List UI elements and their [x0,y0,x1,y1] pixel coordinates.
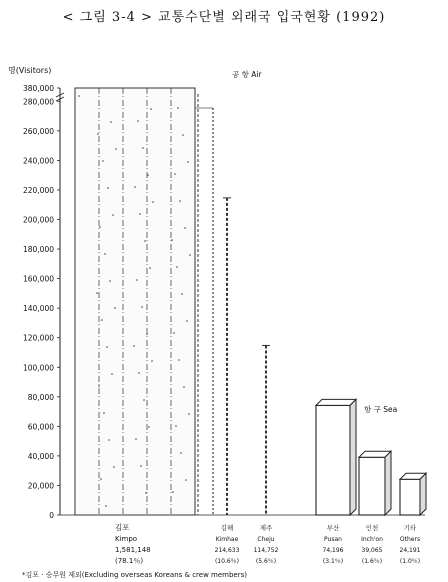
chart-title: < 그림 3-4 > 교통수단별 외래국 입국현황 (1992) [62,10,386,25]
bar-texture-dot [150,108,152,110]
y-tick-label: 180,000 [22,245,54,255]
bar-texture-dot [134,186,136,188]
bar-texture-dot [185,479,187,481]
share-label: (5.6％) [255,558,277,565]
bar-texture-dot [133,345,135,347]
group-label-air: 공 항 Air [232,70,262,79]
bar-texture-dot [175,425,177,427]
bar-texture-dot [179,200,181,202]
bar-texture-dot [152,201,154,203]
share-label: (3.1％) [322,558,344,565]
bar-texture-dot [137,120,139,122]
y-tick-label: 80,000 [27,392,54,402]
bar-texture-dot [141,306,143,308]
category-label-ko: 기타 [403,524,417,532]
value-label: 1,581,148 [115,546,151,554]
bar-texture-dot [184,227,186,229]
bar-texture-dot [181,293,183,295]
bar-texture-dot [136,279,138,281]
category-label-ko: 김포 [115,523,130,532]
y-tick-label: 280,000 [22,97,54,107]
value-label: 214,633 [214,547,240,554]
y-tick-label: 100,000 [22,363,54,373]
y-tick-label: 240,000 [22,156,54,166]
bar-texture-dot [178,359,180,361]
bar-texture-dot [102,160,104,162]
bar-texture-dot [99,226,101,228]
category-label-en: Kimpo [115,535,138,543]
value-label: 24,191 [399,547,421,554]
bar-texture-dot [149,267,151,269]
bar-texture-dot [151,360,153,362]
bar-texture-dot [104,253,106,255]
bar-texture-dot [98,385,100,387]
bar-3d-side [385,451,391,515]
bar-texture-dot [147,174,149,176]
y-tick-label: 60,000 [27,422,54,432]
group-label-sea: 항 구 Sea [364,405,398,414]
bar-texture-dot [177,107,179,109]
bar-3d-top [316,399,356,405]
bar-3d-side [350,399,356,515]
bar-pusan [316,405,350,515]
bar-texture-dot [115,148,117,150]
y-tick-label: 200,000 [22,215,54,225]
bar-texture-dot [96,292,98,294]
share-label: (78.1％) [115,557,144,565]
bar-texture-dot [145,492,147,494]
bar-texture-dot [112,214,114,216]
bar-texture-dot [101,319,103,321]
bar-texture-dot [142,147,144,149]
bar-texture-dot [139,213,141,215]
y-tick-label: 260,000 [22,126,54,136]
bar-texture-dot [188,413,190,415]
y-axis-label: 명(Visitors) [8,66,52,75]
category-label-en: Kimhae [215,536,239,543]
bar-texture-dot [140,465,142,467]
bar-texture-dot [186,320,188,322]
bar-texture-dot [189,254,191,256]
footnote: *김포 · 승무원 제외(Excluding overseas Koreans & crew members) [22,571,247,579]
bar-texture-dot [176,266,178,268]
bar-texture-dot [100,478,102,480]
bar-texture-dot [180,452,182,454]
y-tick-label: 220,000 [22,185,54,195]
category-label-ko: 인천 [365,524,379,532]
bar-texture-dot [172,491,174,493]
category-label-en: Cheju [257,536,275,543]
bar-texture-dot [110,121,112,123]
bar-texture-dot [146,333,148,335]
bar-texture-dot [109,280,111,282]
y-tick-label: 120,000 [22,333,54,343]
bar-texture-dot [173,332,175,334]
value-label: 114,752 [253,547,279,554]
bar-texture-dot [78,95,80,97]
bar-texture-dot [171,239,173,241]
bar-others [400,479,420,515]
bar-kimpo [75,88,195,515]
y-tick-label: 140,000 [22,304,54,314]
bar-texture-dot [106,346,108,348]
bar-texture-dot [105,505,107,507]
bar-texture-dot [114,307,116,309]
share-label: (10.6％) [214,558,240,565]
bar-texture-dot [174,173,176,175]
category-label-en: Others [399,536,421,543]
y-tick-label: 0 [49,511,54,520]
category-label-en: Pusan [324,536,342,543]
bar-texture-dot [143,399,145,401]
bar-texture-dot [111,373,113,375]
bar-texture-dot [148,426,150,428]
bar-texture-dot [113,466,115,468]
bar-texture-dot [182,134,184,136]
bar-texture-dot [135,438,137,440]
category-label-ko: 제주 [259,524,273,532]
bar-texture-dot [97,133,99,135]
bar-texture-dot [138,372,140,374]
bar-3d-side [420,473,426,515]
category-label-ko: 부산 [326,524,340,532]
value-label: 74,196 [322,547,344,554]
bar-texture-dot [107,187,109,189]
bar-texture-dot [108,439,110,441]
share-label: (1.0％) [399,558,421,565]
value-label: 39,065 [361,547,383,554]
bar-texture-dot [187,161,189,163]
bar-inchon [359,457,385,515]
bar-texture-dot [144,240,146,242]
y-tick-label: 160,000 [22,274,54,284]
y-tick-label: 40,000 [27,451,54,461]
bar-texture-dot [103,412,105,414]
bar-texture-dot [183,386,185,388]
category-label-en: Inch'on [361,536,383,543]
category-label-ko: 김해 [220,524,234,532]
share-label: (1.6％) [361,558,383,565]
y-tick-label: 380,000 [22,84,54,93]
y-tick-label: 20,000 [27,481,54,491]
